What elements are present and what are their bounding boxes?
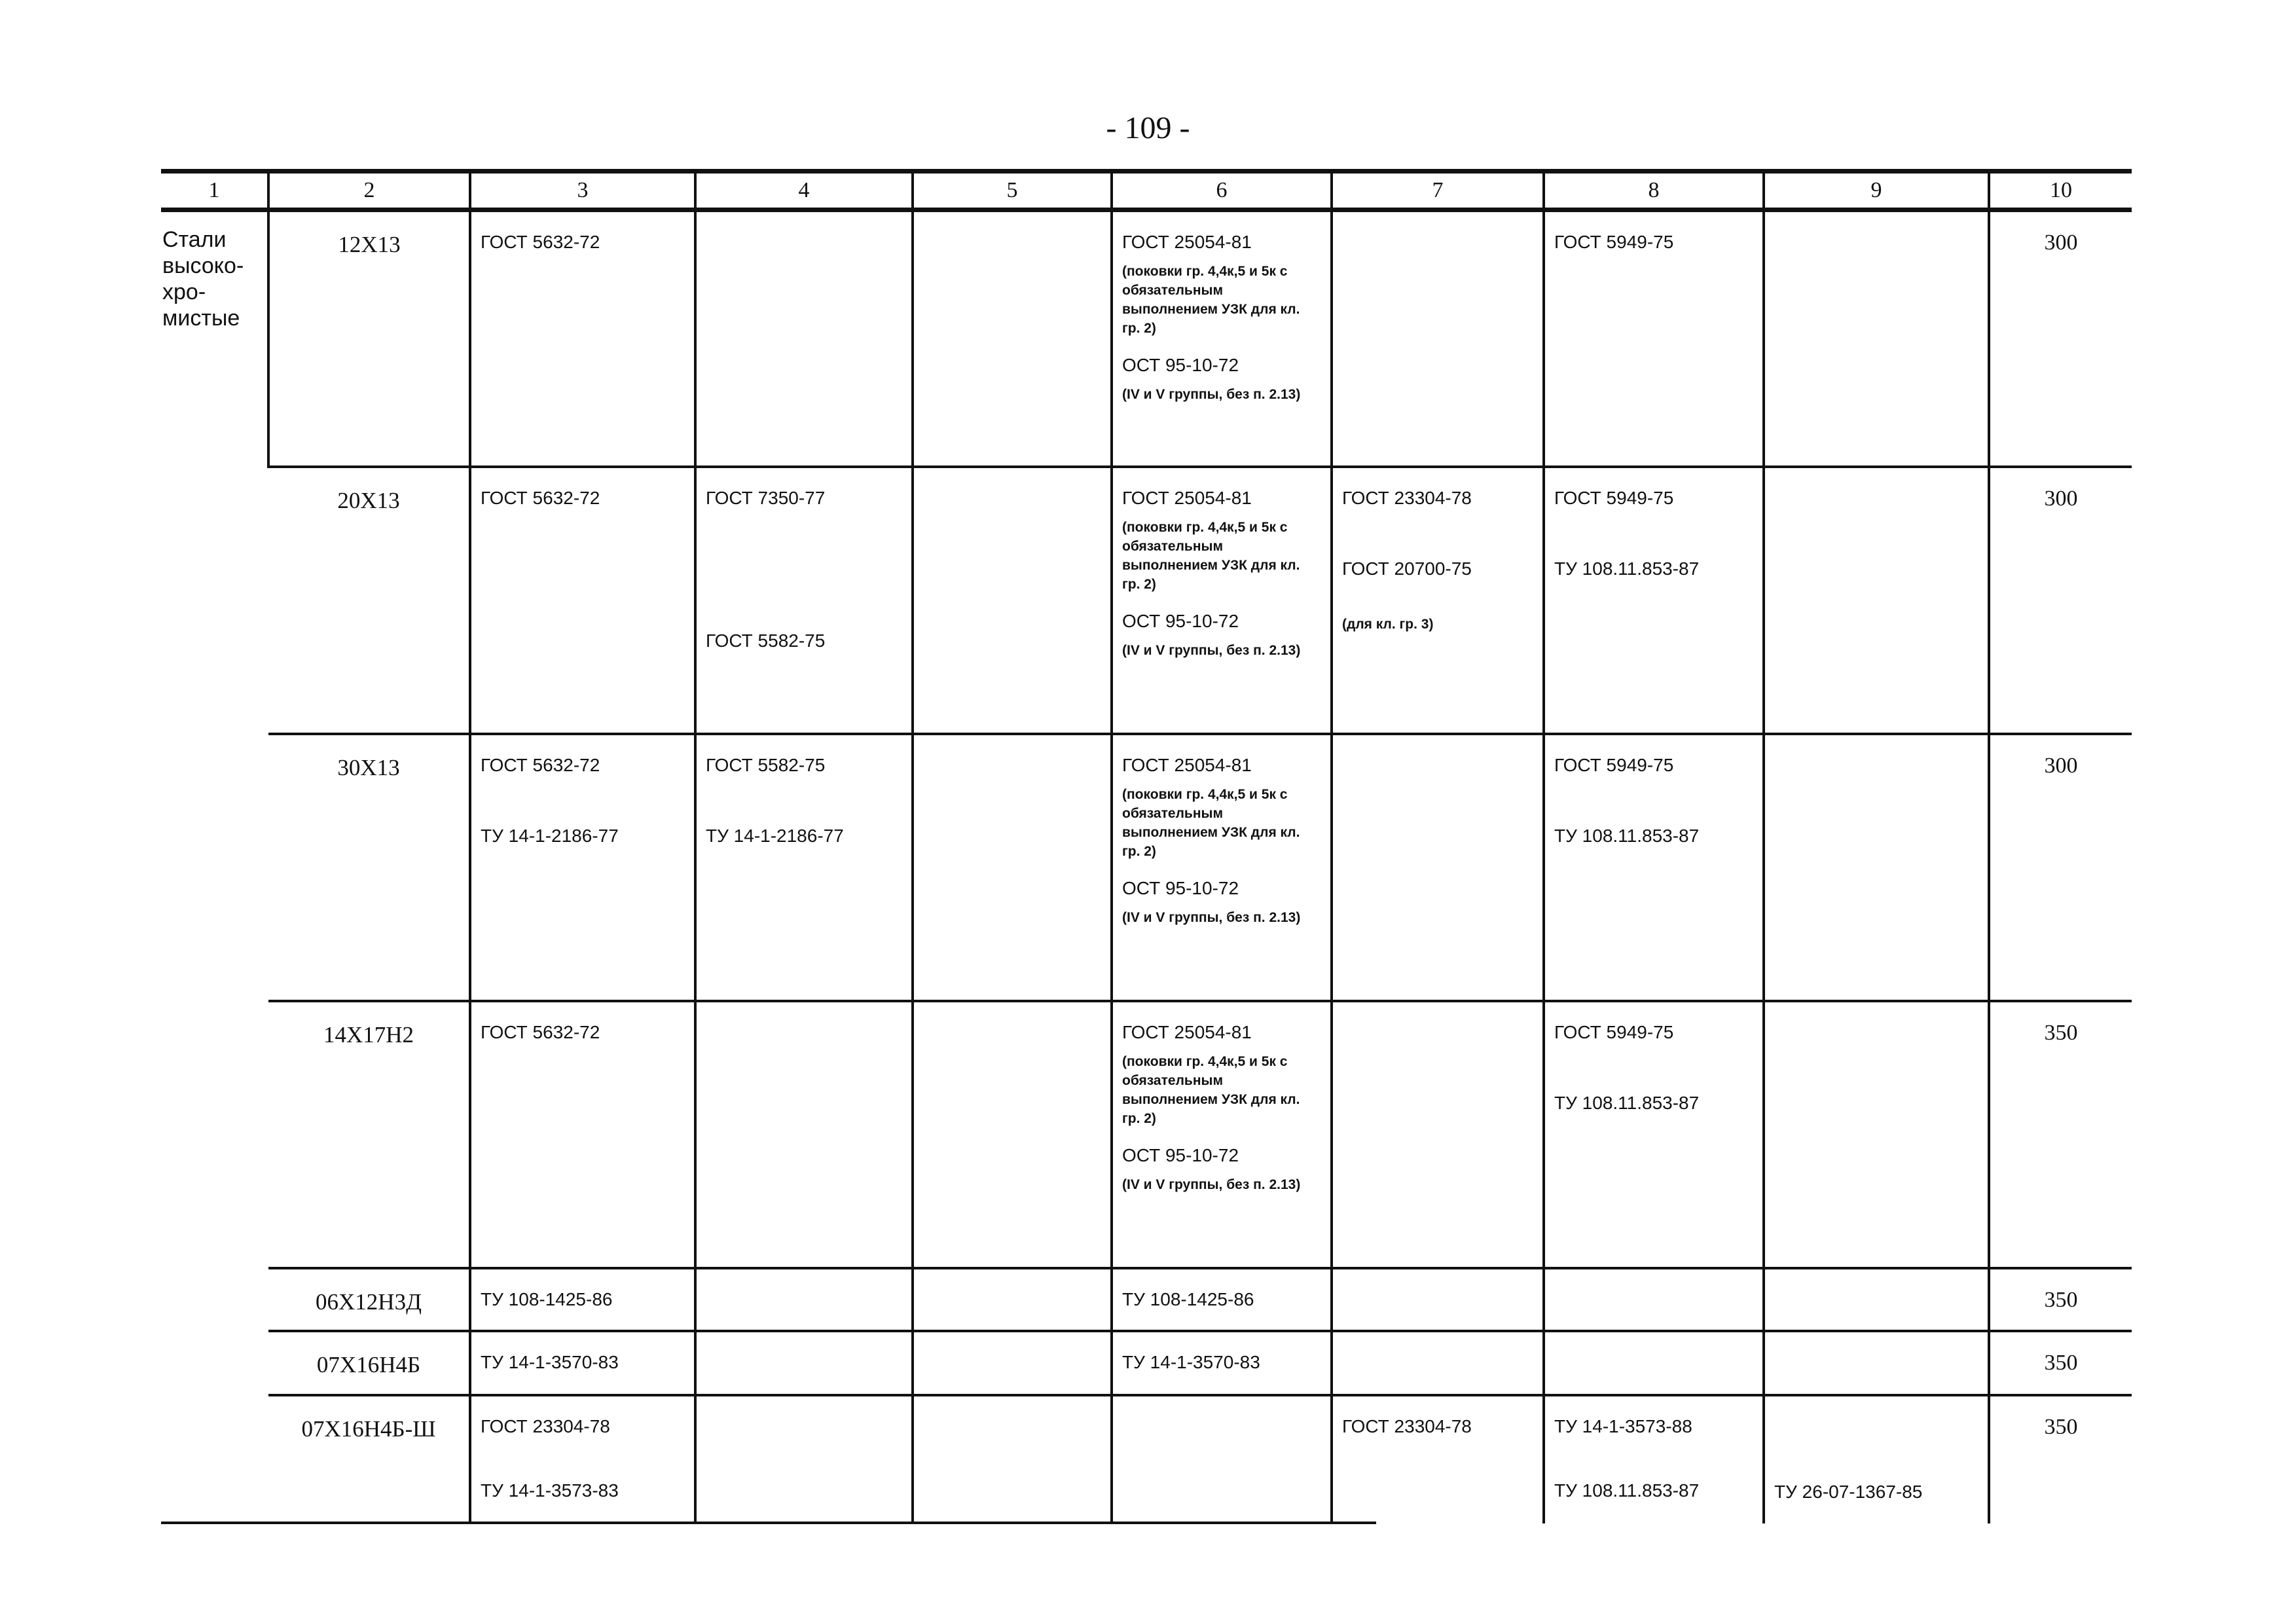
col8-cell [1544, 734, 1764, 1001]
steel-grade: 12Х13 [268, 210, 470, 467]
col7-cell [1332, 1268, 1544, 1331]
col3-cell [470, 1268, 695, 1331]
standard-note: (IV и V группы, без п. 2.13) [1122, 909, 1301, 925]
standard-ref: ТУ 108-1425-86 [1122, 1288, 1254, 1309]
standard-ref: ОСТ 95-10-72 [1122, 610, 1239, 631]
steel-grade: 30Х13 [268, 734, 470, 1001]
standard-ref: ГОСТ 20700-75 [1342, 558, 1472, 579]
col9-cell [1764, 1395, 1989, 1523]
standard-ref: ГОСТ 23304-78 [1342, 1415, 1472, 1436]
standard-ref: ТУ 14-1-3570-83 [481, 1351, 619, 1372]
standard-note: (поковки гр. 4,4к,5 и 5к с обязательным выполнением УЗК для кл. гр. 2) [1122, 264, 1300, 336]
col4-cell [695, 467, 913, 734]
col-header-9: 9 [1764, 173, 1989, 210]
col4-cell [695, 1395, 913, 1523]
col5-cell [913, 210, 1112, 467]
standard-ref: ОСТ 95-10-72 [1122, 355, 1239, 375]
table-top-rule [161, 169, 2132, 173]
standard-ref: ГОСТ 5949-75 [1554, 754, 1674, 775]
col9-cell [1764, 1331, 1989, 1395]
table-bottom-rule [161, 1522, 1376, 1524]
temperature: 350 [1989, 1001, 2132, 1268]
standard-ref: ГОСТ 5582-75 [706, 630, 826, 651]
col-header-3: 3 [470, 173, 695, 210]
col-header-2: 2 [268, 173, 470, 210]
standard-note: (IV и V группы, без п. 2.13) [1122, 642, 1301, 658]
col6-cell [1112, 467, 1332, 734]
col7-cell [1332, 734, 1544, 1001]
standard-ref: ГОСТ 25054-81 [1122, 232, 1252, 252]
col9-cell [1764, 1001, 1989, 1268]
col9-cell [1764, 210, 1989, 467]
standard-note: (IV и V группы, без п. 2.13) [1122, 1176, 1301, 1192]
group-label-line: Стали [162, 227, 227, 252]
col3-cell [470, 1395, 695, 1523]
temperature: 350 [1989, 1331, 2132, 1395]
standard-ref: ТУ 14-1-3573-83 [481, 1480, 619, 1501]
col6-cell [1112, 1395, 1332, 1523]
col8-cell [1544, 1395, 1764, 1523]
standard-ref: ТУ 14-1-3573-88 [1554, 1415, 1692, 1436]
col-header-8: 8 [1544, 173, 1764, 210]
col8-cell [1544, 1268, 1764, 1331]
steel-grade: 06Х12Н3Д [268, 1268, 470, 1331]
table-row [161, 1331, 2132, 1395]
col9-cell [1764, 734, 1989, 1001]
steel-grade: 07Х16Н4Б [268, 1331, 470, 1395]
col-header-1: 1 [161, 173, 268, 210]
table-row [161, 1268, 2132, 1331]
standard-ref: ГОСТ 5949-75 [1554, 1021, 1674, 1042]
table-row [161, 734, 2132, 1001]
col5-cell [913, 1001, 1112, 1268]
col8-cell [1544, 1001, 1764, 1268]
standard-note: (поковки гр. 4,4к,5 и 5к с обязательным выполнением УЗК для кл. гр. 2) [1122, 519, 1300, 592]
steel-grade: 07Х16Н4Б-Ш [301, 1415, 436, 1442]
table-row [161, 1395, 2132, 1523]
col6-cell [1112, 1268, 1332, 1331]
standard-ref: ГОСТ 5632-72 [481, 1021, 600, 1042]
col3-cell [470, 1001, 695, 1268]
standard-ref: ГОСТ 7350-77 [706, 487, 826, 508]
standard-ref: ГОСТ 5582-75 [706, 754, 826, 775]
col5-cell [913, 1331, 1112, 1395]
col4-cell [695, 210, 913, 467]
materials-table [161, 173, 2132, 1523]
temperature: 300 [1989, 210, 2132, 467]
col6-cell [1112, 1331, 1332, 1395]
standard-ref: ТУ 14-1-2186-77 [481, 825, 619, 846]
col7-cell [1332, 467, 1544, 734]
col7-cell [1332, 1395, 1544, 1523]
col4-cell [695, 734, 913, 1001]
group-label-line: мистые [162, 306, 240, 331]
standard-ref: ОСТ 95-10-72 [1122, 1144, 1239, 1165]
col5-cell [913, 1395, 1112, 1523]
standard-ref: ГОСТ 25054-81 [1122, 754, 1252, 775]
col6-cell [1112, 210, 1332, 467]
steel-grade: 14Х17Н2 [268, 1001, 470, 1268]
standard-ref: ГОСТ 5632-72 [481, 754, 600, 775]
col4-cell [695, 1331, 913, 1395]
standard-ref: ТУ 108.11.853-87 [1554, 825, 1700, 846]
standard-ref: ТУ 26-07-1367-85 [1774, 1481, 1923, 1502]
col-header-6: 6 [1112, 173, 1332, 210]
col9-cell [1764, 1268, 1989, 1331]
col9-cell [1764, 467, 1989, 734]
col4-cell [695, 1001, 913, 1268]
standard-note: (поковки гр. 4,4к,5 и 5к с обязательным выполнением УЗК для кл. гр. 2) [1122, 1053, 1300, 1126]
col6-cell [1112, 1001, 1332, 1268]
standard-ref: ГОСТ 5632-72 [481, 232, 600, 252]
col6-cell [1112, 734, 1332, 1001]
standard-ref: ТУ 108.11.853-87 [1554, 1480, 1700, 1501]
col8-cell [1544, 1331, 1764, 1395]
standard-ref: ТУ 108-1425-86 [481, 1288, 613, 1309]
table-row [161, 210, 2132, 467]
col3-cell [470, 734, 695, 1001]
page-number: - 109 - [1106, 111, 1190, 145]
temperature: 350 [1989, 1395, 2132, 1523]
standard-ref: ГОСТ 5632-72 [481, 487, 600, 508]
col-header-10: 10 [1989, 173, 2132, 210]
table-row [161, 1001, 2132, 1268]
col7-cell [1332, 1331, 1544, 1395]
header-row [161, 173, 2132, 210]
standard-ref: ГОСТ 23304-78 [481, 1415, 610, 1436]
col4-cell [695, 1268, 913, 1331]
col8-cell [1544, 210, 1764, 467]
group-label-line: высоко- [162, 253, 244, 278]
table-row [161, 467, 2132, 734]
standard-ref: ГОСТ 23304-78 [1342, 487, 1472, 508]
temperature: 300 [1989, 734, 2132, 1001]
steel-group-label [161, 210, 268, 1523]
col8-cell [1544, 467, 1764, 734]
standard-note: (IV и V группы, без п. 2.13) [1122, 387, 1301, 402]
col3-cell [470, 1331, 695, 1395]
col7-cell [1332, 1001, 1544, 1268]
standard-ref: ТУ 14-1-3570-83 [1122, 1351, 1260, 1372]
standard-ref: ОСТ 95-10-72 [1122, 877, 1239, 898]
standard-ref: ГОСТ 5949-75 [1554, 232, 1674, 252]
col5-cell [913, 734, 1112, 1001]
col3-cell [470, 210, 695, 467]
col-header-7: 7 [1332, 173, 1544, 210]
standard-ref: ТУ 108.11.853-87 [1554, 1092, 1700, 1113]
col7-cell [1332, 210, 1544, 467]
standard-ref: ТУ 108.11.853-87 [1554, 558, 1700, 579]
group-label-line: хро- [162, 280, 206, 304]
temperature: 300 [1989, 467, 2132, 734]
col3-cell [470, 467, 695, 734]
standard-ref: ГОСТ 5949-75 [1554, 487, 1674, 508]
standard-note: (для кл. гр. 3) [1342, 616, 1434, 632]
standard-ref: ТУ 14-1-2186-77 [706, 825, 844, 846]
col-header-4: 4 [695, 173, 913, 210]
steel-grade: 20Х13 [268, 467, 470, 734]
standard-ref: ГОСТ 25054-81 [1122, 487, 1252, 508]
temperature: 350 [1989, 1268, 2132, 1331]
standard-ref: ГОСТ 25054-81 [1122, 1021, 1252, 1042]
col5-cell [913, 467, 1112, 734]
standard-note: (поковки гр. 4,4к,5 и 5к с обязательным выполнением УЗК для кл. гр. 2) [1122, 786, 1300, 859]
col5-cell [913, 1268, 1112, 1331]
col-header-5: 5 [913, 173, 1112, 210]
